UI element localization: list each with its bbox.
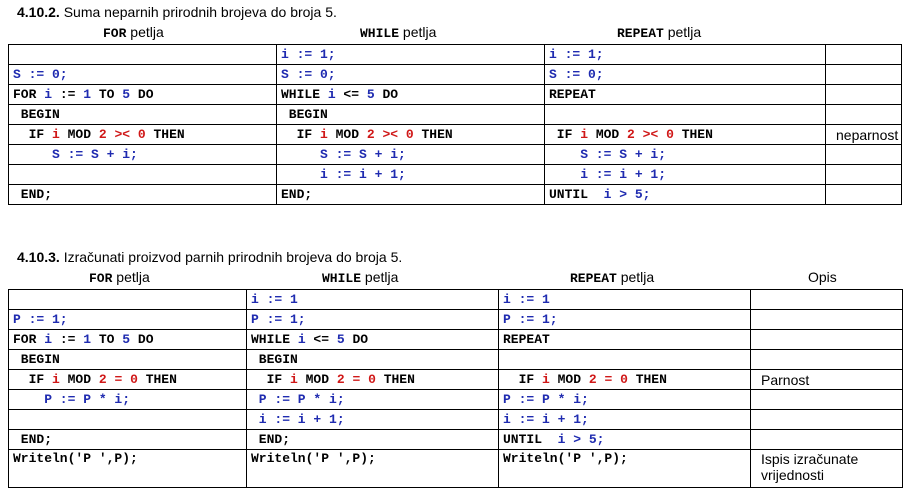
code-cell-for: [9, 310, 247, 330]
description-cell: [751, 410, 903, 430]
header-keyword: WHILE: [360, 26, 400, 41]
code-token: DO: [374, 87, 399, 102]
code-token: 0: [130, 372, 138, 387]
code-token: =: [604, 372, 613, 387]
code-token: IF: [251, 372, 291, 387]
code-token: [658, 127, 666, 142]
description-cell: [751, 330, 903, 350]
code-token: END;: [13, 187, 53, 202]
description-cell: [751, 350, 903, 370]
table-row: [9, 450, 903, 488]
table-row: [9, 410, 903, 430]
code-token: =: [352, 372, 361, 387]
code-cell-repeat: [545, 105, 826, 125]
code-cell-repeat: [545, 85, 826, 105]
code-cell-while: [247, 290, 499, 310]
code-cell-repeat: [545, 145, 826, 165]
code-token: FOR: [13, 332, 45, 347]
description-cell: [826, 165, 902, 185]
code-token: <=: [305, 332, 337, 347]
code-token: i: [52, 372, 60, 387]
header-label: petlja: [667, 24, 702, 40]
code-token: i := 1: [503, 292, 550, 307]
code-token: i := 1;: [549, 47, 604, 62]
code-token: [612, 372, 620, 387]
code-token: 2: [627, 127, 635, 142]
code-cell-while: [247, 310, 499, 330]
code-token: MOD: [297, 372, 337, 387]
section-1-code-table: [8, 44, 902, 205]
code-token: 0: [666, 127, 674, 142]
table-row: [9, 165, 902, 185]
code-token: IF: [13, 372, 53, 387]
code-token: P := 1;: [503, 312, 558, 327]
code-cell-while: [277, 185, 545, 205]
code-cell-for: [9, 105, 277, 125]
code-token: BEGIN: [13, 107, 60, 122]
code-token: :=: [52, 332, 84, 347]
code-cell-for: [9, 450, 247, 488]
description-cell: [826, 185, 902, 205]
code-token: UNTIL: [503, 432, 558, 447]
code-cell-repeat: [545, 165, 826, 185]
code-token: THEN: [673, 127, 713, 142]
code-token: [360, 372, 368, 387]
code-token: MOD: [588, 127, 628, 142]
description-cell: [751, 430, 903, 450]
code-token: DO: [130, 87, 154, 102]
code-token: MOD: [327, 127, 367, 142]
code-token: 5: [122, 332, 131, 347]
code-cell-repeat: [499, 410, 751, 430]
code-token: S := 0;: [281, 67, 336, 82]
code-cell-repeat: [499, 290, 751, 310]
code-cell-for: [9, 125, 277, 145]
code-token: S := S + i;: [549, 147, 667, 162]
header-label: petlja: [402, 24, 437, 40]
code-cell-for: [9, 65, 277, 85]
code-cell-for: [9, 430, 247, 450]
code-token: IF: [549, 127, 581, 142]
table-row: [9, 330, 903, 350]
section-1-table-body: [9, 45, 902, 205]
code-token: i: [327, 87, 336, 102]
code-token: BEGIN: [13, 352, 60, 367]
code-token: 2: [98, 127, 107, 142]
code-token: =: [114, 372, 123, 387]
code-cell-for: [9, 165, 277, 185]
code-token: :=: [52, 87, 84, 102]
section-2-header-for: [89, 269, 150, 286]
code-token: REPEAT: [503, 332, 550, 347]
table-row: [9, 390, 903, 410]
table-row: [9, 65, 902, 85]
table-row: [9, 125, 902, 145]
code-token: Writeln('P ',P);: [251, 451, 376, 466]
code-token: MOD: [549, 372, 589, 387]
code-token: i := i + 1;: [503, 412, 589, 427]
header-label: petlja: [364, 269, 399, 285]
code-token: [122, 372, 130, 387]
code-token: IF: [13, 127, 53, 142]
section-1-header-while: [360, 24, 436, 41]
header-keyword: REPEAT: [617, 26, 664, 41]
code-token: END;: [281, 187, 313, 202]
description-cell: [751, 370, 903, 390]
code-cell-for: [9, 410, 247, 430]
code-cell-repeat: [545, 45, 826, 65]
code-token: DO: [130, 332, 154, 347]
section-2-title: [17, 249, 402, 265]
code-token: ><: [642, 127, 659, 142]
code-token: 0: [405, 127, 414, 142]
code-token: IF: [281, 127, 321, 142]
code-cell-repeat: [545, 125, 826, 145]
code-cell-while: [277, 45, 545, 65]
code-cell-while: [247, 330, 499, 350]
code-token: ><: [114, 127, 131, 142]
code-cell-while: [247, 450, 499, 488]
code-token: THEN: [137, 372, 177, 387]
code-token: i: [297, 332, 306, 347]
header-label: Opis: [808, 269, 837, 285]
table-row: [9, 370, 903, 390]
code-token: 1: [83, 87, 92, 102]
section-2-title-text: Izračunati proizvod parnih prirodnih brojeva do broja 5.: [63, 249, 403, 265]
code-token: P := 1;: [251, 312, 306, 327]
code-token: i: [52, 127, 60, 142]
description-cell: [826, 85, 902, 105]
code-token: 2: [336, 372, 345, 387]
description-cell: [826, 45, 902, 65]
code-token: REPEAT: [549, 87, 596, 102]
code-token: i := 1: [251, 292, 298, 307]
code-token: 0: [137, 127, 146, 142]
code-cell-for: [9, 350, 247, 370]
section-2-table-body: [9, 290, 903, 488]
code-token: THEN: [627, 372, 667, 387]
code-cell-while: [277, 125, 545, 145]
code-token: S := S + i;: [281, 147, 406, 162]
table-row: [9, 185, 902, 205]
code-cell-repeat: [499, 450, 751, 488]
code-token: i: [542, 372, 550, 387]
code-token: [130, 127, 138, 142]
description-text: Parnost: [761, 371, 810, 388]
header-keyword: WHILE: [322, 271, 362, 286]
section-2-header-opis: [808, 269, 837, 285]
code-cell-while: [277, 85, 545, 105]
description-text: neparnost: [836, 126, 899, 143]
code-token: 5: [122, 87, 131, 102]
table-row: [9, 105, 902, 125]
code-cell-repeat: [545, 185, 826, 205]
code-token: IF: [503, 372, 543, 387]
table-row: [9, 310, 903, 330]
code-token: MOD: [59, 127, 99, 142]
code-cell-while: [277, 165, 545, 185]
code-token: i: [44, 332, 53, 347]
code-token: P := P * i;: [13, 392, 131, 407]
code-token: 0: [620, 372, 628, 387]
code-token: 0: [368, 372, 376, 387]
description-cell: [751, 450, 903, 488]
code-token: FOR: [13, 87, 45, 102]
code-token: DO: [344, 332, 369, 347]
code-cell-for: [9, 145, 277, 165]
code-cell-for: [9, 185, 277, 205]
code-cell-while: [277, 65, 545, 85]
code-cell-while: [247, 350, 499, 370]
description-cell: [826, 105, 902, 125]
code-cell-while: [247, 370, 499, 390]
code-token: 2: [98, 372, 107, 387]
section-1-title-text: Suma neparnih prirodnih brojeva do broja 5.: [63, 4, 337, 20]
code-token: i > 5;: [557, 432, 605, 447]
code-cell-for: [9, 330, 247, 350]
table-row: [9, 350, 903, 370]
description-cell: [751, 390, 903, 410]
code-token: MOD: [59, 372, 99, 387]
code-token: THEN: [375, 372, 415, 387]
description-cell: [751, 290, 903, 310]
section-1-header-for: [103, 24, 164, 41]
code-token: i: [580, 127, 589, 142]
code-token: P := 1;: [13, 312, 68, 327]
code-cell-for: [9, 290, 247, 310]
code-token: Writeln('P ',P);: [13, 451, 138, 466]
code-cell-repeat: [499, 430, 751, 450]
table-row: [9, 290, 903, 310]
code-cell-for: [9, 370, 247, 390]
code-token: UNTIL: [549, 187, 604, 202]
code-token: END;: [251, 432, 291, 447]
code-token: i: [44, 87, 53, 102]
description-cell: [826, 145, 902, 165]
code-cell-repeat: [499, 310, 751, 330]
code-token: TO: [91, 332, 123, 347]
code-token: THEN: [413, 127, 453, 142]
header-keyword: FOR: [89, 271, 113, 286]
header-label: petlja: [620, 269, 655, 285]
code-token: WHILE: [281, 87, 328, 102]
code-token: i: [320, 127, 328, 142]
code-token: ><: [382, 127, 399, 142]
header-keyword: FOR: [103, 26, 127, 41]
code-token: i := i + 1;: [281, 167, 406, 182]
section-1-title: [17, 4, 337, 20]
code-token: THEN: [145, 127, 185, 142]
section-1-header-repeat: [617, 24, 701, 41]
code-cell-repeat: [499, 350, 751, 370]
code-token: i: [290, 372, 298, 387]
code-token: 5: [336, 332, 345, 347]
code-cell-while: [277, 105, 545, 125]
table-row: [9, 430, 903, 450]
header-keyword: REPEAT: [570, 271, 617, 286]
code-cell-repeat: [545, 65, 826, 85]
code-token: i := 1;: [281, 47, 336, 62]
code-token: 2: [588, 372, 597, 387]
header-label: petlja: [116, 269, 150, 285]
code-token: [398, 127, 406, 142]
code-token: i := i + 1;: [251, 412, 345, 427]
code-token: END;: [13, 432, 53, 447]
code-token: S := 0;: [549, 67, 604, 82]
code-token: BEGIN: [281, 107, 328, 122]
section-2-number: 4.10.3.: [17, 249, 60, 265]
code-token: <=: [335, 87, 367, 102]
table-row: [9, 85, 902, 105]
code-cell-while: [277, 145, 545, 165]
code-cell-for: [9, 390, 247, 410]
code-token: BEGIN: [251, 352, 298, 367]
code-token: [635, 127, 643, 142]
description-cell: [751, 310, 903, 330]
code-token: 5: [366, 87, 375, 102]
code-token: P := P * i;: [503, 392, 589, 407]
table-row: [9, 145, 902, 165]
code-token: Writeln('P ',P);: [503, 451, 628, 466]
section-2-header-while: [322, 269, 398, 286]
code-cell-while: [247, 410, 499, 430]
code-token: P := P * i;: [251, 392, 345, 407]
code-cell-for: [9, 85, 277, 105]
code-cell-repeat: [499, 390, 751, 410]
code-token: 1: [83, 332, 92, 347]
description-text: Ispis izračunate vrijednosti: [761, 451, 859, 483]
section-2-code-table: [8, 289, 903, 488]
code-token: S := 0;: [13, 67, 68, 82]
code-cell-while: [247, 390, 499, 410]
code-token: WHILE: [251, 332, 298, 347]
code-token: 2: [366, 127, 375, 142]
code-cell-for: [9, 45, 277, 65]
code-cell-repeat: [499, 370, 751, 390]
header-label: petlja: [130, 24, 164, 40]
code-cell-while: [247, 430, 499, 450]
code-token: TO: [91, 87, 123, 102]
code-token: i := i + 1;: [549, 167, 667, 182]
code-token: i > 5;: [603, 187, 651, 202]
code-token: S := S + i;: [13, 147, 138, 162]
section-1-number: 4.10.2.: [17, 4, 60, 20]
description-cell: [826, 65, 902, 85]
section-2-header-repeat: [570, 269, 654, 286]
table-row: [9, 45, 902, 65]
code-cell-repeat: [499, 330, 751, 350]
description-cell: [826, 125, 902, 145]
